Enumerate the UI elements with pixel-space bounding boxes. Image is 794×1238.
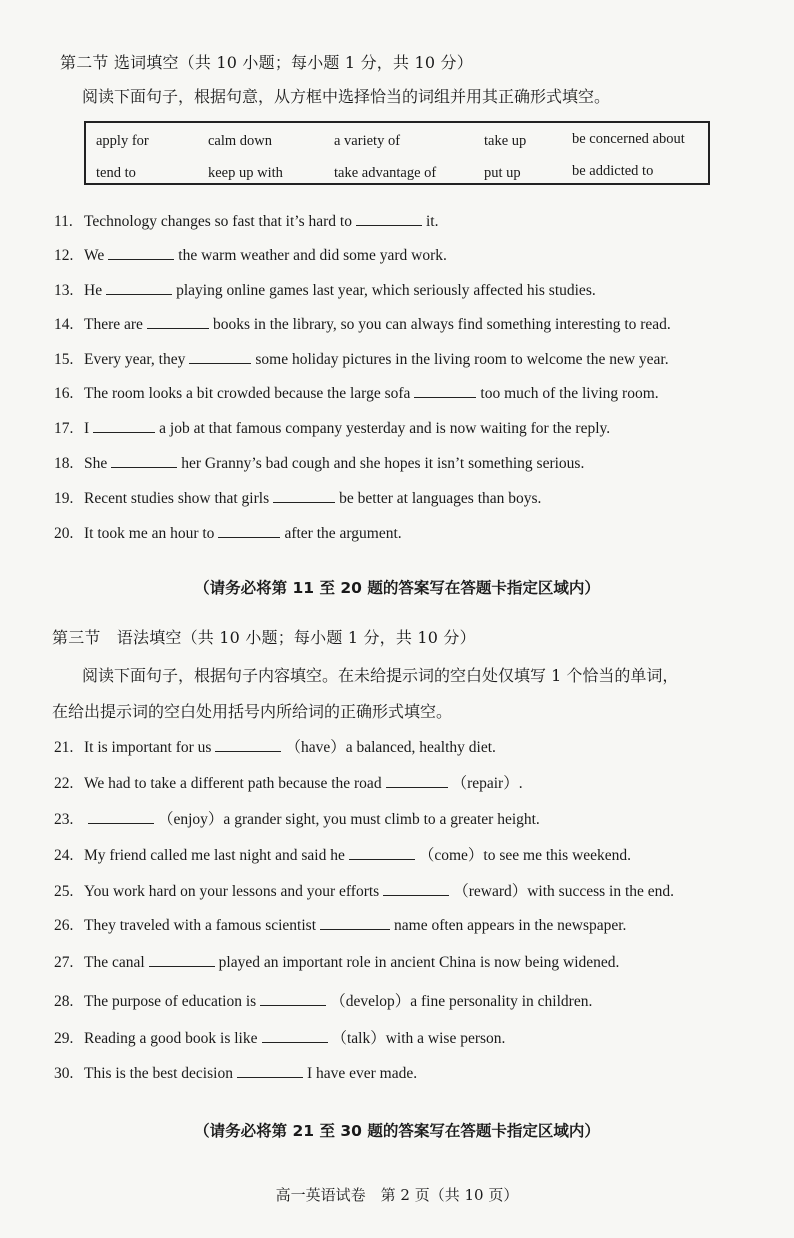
answer-blank[interactable] bbox=[320, 915, 390, 930]
question-number: 25. bbox=[54, 883, 74, 900]
question-text: the warm weather and did some yard work. bbox=[178, 247, 447, 264]
question bbox=[54, 523, 402, 543]
section3-instruction: 阅读下面句子，根据句子内容填空。在未给提示词的空白处仅填写 1 个恰当的单词， bbox=[82, 666, 679, 685]
answer-blank[interactable] bbox=[149, 952, 215, 967]
answer-blank[interactable] bbox=[111, 453, 177, 468]
section2-instruction: 阅读下面句子，根据句意，从方框中选择恰当的词组并用其正确形式填空。 bbox=[82, 87, 611, 106]
phrase: put up bbox=[484, 165, 521, 181]
question-text: after the argument. bbox=[284, 525, 402, 542]
question-number: 16. bbox=[54, 385, 74, 402]
answer-blank[interactable] bbox=[414, 383, 476, 398]
answer-blank[interactable] bbox=[218, 523, 280, 538]
answer-blank[interactable] bbox=[189, 349, 251, 364]
question-text: a job at that famous company yesterday and is now waiting for the reply. bbox=[159, 420, 611, 437]
question-text: I bbox=[84, 420, 90, 437]
question-text: The canal bbox=[84, 954, 145, 971]
question-text: The purpose of education is bbox=[84, 993, 257, 1010]
question-text: They traveled with a famous scientist bbox=[84, 917, 317, 934]
phrase: be concerned about bbox=[572, 131, 685, 147]
question-text: There are bbox=[84, 316, 143, 333]
question bbox=[54, 915, 626, 935]
question-text: （repair）. bbox=[451, 775, 523, 792]
question-number: 11. bbox=[54, 213, 73, 230]
phrase: take up bbox=[484, 133, 527, 149]
question-text: her Granny’s bad cough and she hopes it isn’t something serious. bbox=[181, 455, 585, 472]
question-text: （talk）with a wise person. bbox=[331, 1030, 506, 1047]
answer-blank[interactable] bbox=[106, 280, 172, 295]
question-number: 22. bbox=[54, 775, 74, 792]
section2-heading: 第二节 选词填空（共 10 小题；每小题 1 分，共 10 分） bbox=[60, 53, 473, 72]
answer-blank[interactable] bbox=[215, 737, 281, 752]
question bbox=[54, 383, 659, 403]
answer-blank[interactable] bbox=[356, 211, 422, 226]
question-text: He bbox=[84, 282, 103, 299]
section3-heading: 第三节 语法填空（共 10 小题；每小题 1 分，共 10 分） bbox=[52, 628, 476, 647]
question-text: It is important for us bbox=[84, 739, 212, 756]
question bbox=[54, 211, 438, 231]
answer-blank[interactable] bbox=[273, 488, 335, 503]
question bbox=[54, 1026, 505, 1048]
question-text: （reward）with success in the end. bbox=[453, 883, 675, 900]
question-text: Every year, they bbox=[84, 351, 186, 368]
question bbox=[54, 418, 610, 438]
question bbox=[54, 735, 496, 757]
question-number: 17. bbox=[54, 420, 74, 437]
question bbox=[54, 989, 592, 1011]
question-text: This is the best decision bbox=[84, 1065, 233, 1082]
question bbox=[54, 245, 447, 265]
phrase: be addicted to bbox=[572, 163, 654, 179]
answer-blank[interactable] bbox=[147, 314, 209, 329]
section3-instruction: 在给出提示词的空白处用括号内所给词的正确形式填空。 bbox=[52, 702, 453, 721]
answer-blank[interactable] bbox=[237, 1063, 303, 1078]
answer-blank[interactable] bbox=[383, 881, 449, 896]
question-text: We bbox=[84, 247, 105, 264]
question bbox=[54, 314, 671, 334]
question-text: be better at languages than boys. bbox=[339, 490, 542, 507]
answer-blank[interactable] bbox=[260, 991, 326, 1006]
answer-blank[interactable] bbox=[349, 845, 415, 860]
question-number: 30. bbox=[54, 1065, 74, 1082]
question bbox=[54, 879, 674, 901]
question-number: 24. bbox=[54, 847, 74, 864]
answer-blank[interactable] bbox=[262, 1028, 328, 1043]
question-number: 23. bbox=[54, 811, 74, 828]
question bbox=[54, 453, 584, 473]
question bbox=[54, 843, 631, 865]
answer-blank[interactable] bbox=[93, 418, 155, 433]
phrase-box bbox=[84, 121, 710, 185]
question-text: （have）a balanced, healthy diet. bbox=[285, 739, 496, 756]
question-number: 12. bbox=[54, 247, 74, 264]
question-text: Recent studies show that girls bbox=[84, 490, 270, 507]
question-text: （enjoy）a grander sight, you must climb to a greater height. bbox=[158, 811, 540, 828]
question-text: played an important role in ancient China is now being widened. bbox=[218, 954, 620, 971]
question-number: 26. bbox=[54, 917, 74, 934]
phrase: a variety of bbox=[334, 133, 401, 149]
phrase: keep up with bbox=[208, 165, 283, 181]
phrase: take advantage of bbox=[334, 165, 437, 181]
question-text: it. bbox=[425, 213, 439, 230]
question bbox=[54, 488, 541, 508]
question-text: Reading a good book is like bbox=[84, 1030, 258, 1047]
question-text: （develop）a fine personality in children. bbox=[330, 993, 593, 1010]
question bbox=[54, 280, 596, 300]
question-text: We had to take a different path because the road bbox=[84, 775, 382, 792]
question-text: My friend called me last night and said he bbox=[84, 847, 345, 864]
question-number: 15. bbox=[54, 351, 74, 368]
question-number: 13. bbox=[54, 282, 74, 299]
answer-blank[interactable] bbox=[108, 245, 174, 260]
question-text: too much of the living room. bbox=[480, 385, 659, 402]
answer-notice: （请务必将第 21 至 30 题的答案写在答题卡指定区域内） bbox=[194, 1122, 600, 1140]
phrase: calm down bbox=[208, 133, 273, 149]
phrase: tend to bbox=[96, 165, 136, 181]
answer-blank[interactable] bbox=[386, 773, 448, 788]
answer-blank[interactable] bbox=[88, 809, 154, 824]
question-number: 19. bbox=[54, 490, 74, 507]
question-text: Technology changes so fast that it’s hard to bbox=[84, 213, 352, 230]
question-text: It took me an hour to bbox=[84, 525, 215, 542]
question bbox=[54, 952, 619, 972]
page-footer: 高一英语试卷 第 2 页（共 10 页） bbox=[275, 1186, 519, 1204]
question-text: playing online games last year, which seriously affected his studies. bbox=[176, 282, 596, 299]
question-text: I have ever made. bbox=[306, 1065, 418, 1082]
question-number: 21. bbox=[54, 739, 74, 756]
question-text: name often appears in the newspaper. bbox=[394, 917, 627, 934]
phrase: apply for bbox=[96, 133, 149, 149]
question bbox=[54, 349, 669, 369]
question bbox=[54, 771, 523, 793]
question bbox=[54, 807, 540, 829]
question bbox=[54, 1063, 417, 1083]
question-number: 14. bbox=[54, 316, 74, 333]
question-number: 28. bbox=[54, 993, 74, 1010]
question-text: books in the library, so you can always find something interesting to read. bbox=[212, 316, 671, 333]
question-text: The room looks a bit crowded because the large sofa bbox=[84, 385, 411, 402]
question-number: 29. bbox=[54, 1030, 74, 1047]
answer-notice: （请务必将第 11 至 20 题的答案写在答题卡指定区域内） bbox=[194, 579, 600, 597]
question-number: 27. bbox=[54, 954, 74, 971]
question-text: She bbox=[84, 455, 108, 472]
question-number: 18. bbox=[54, 455, 74, 472]
question-text: some holiday pictures in the living room to welcome the new year. bbox=[255, 351, 669, 368]
question-text: （come）to see me this weekend. bbox=[418, 847, 632, 864]
question-number: 20. bbox=[54, 525, 74, 542]
question-text: You work hard on your lessons and your efforts bbox=[84, 883, 380, 900]
